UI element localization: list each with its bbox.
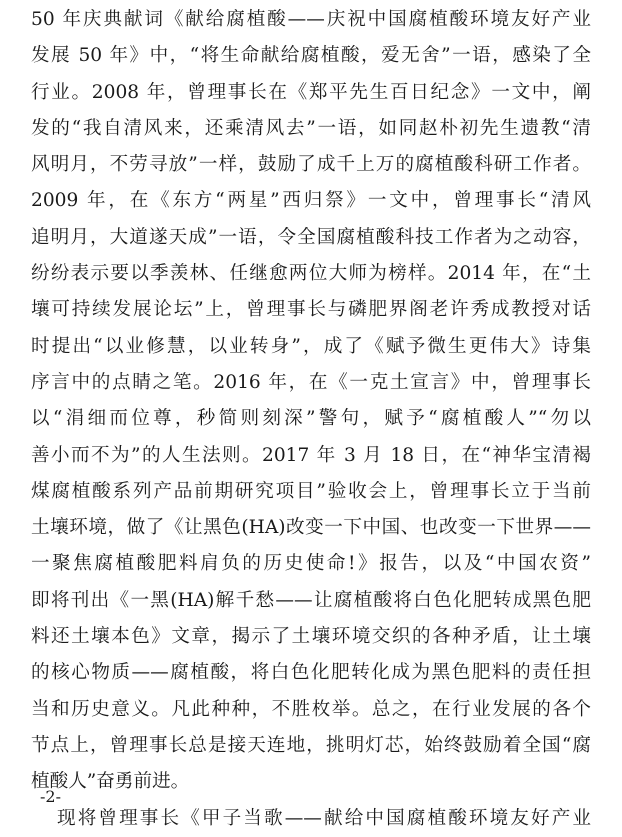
text-line: 风明月，不劳寻放”一样，鼓励了成千上万的腐植酸科研工作者。 xyxy=(31,154,591,176)
text-line: 行业。2008 年，曾理事长在《郑平先生百日纪念》一文中，阐 xyxy=(31,81,591,103)
text-line: 节点上，曾理事长总是接天连地，挑明灯芯，始终鼓励着全国“腐 xyxy=(31,734,591,756)
new-paragraph-line: 现将曾理事长《甲子当歌——献给中国腐植酸环境友好产业 xyxy=(57,807,591,829)
text-line: 纷纷表示要以季羡林、任继愈两位大师为榜样。2014 年，在“土 xyxy=(31,263,591,285)
text-line: 煤腐植酸系列产品前期研究项目”验收会上，曾理事长立于当前 xyxy=(31,480,591,502)
text-line: 善小而不为”的人生法则。2017 年 3 月 18 日，在“神华宝清褐 xyxy=(31,444,591,466)
text-line: 50 年庆典献词《献给腐植酸——庆祝中国腐植酸环境友好产业 xyxy=(31,9,591,30)
text-line: 2009 年，在《东方“两星”西归祭》一文中，曾理事长“清风 xyxy=(31,190,591,212)
paragraph-end-line: 植酸人”奋勇前进。 xyxy=(31,771,190,793)
text-line: 料还土壤本色》文章，揭示了土壤环境交织的各种矛盾，让土壤 xyxy=(31,626,591,648)
text-line: 序言中的点睛之笔。2016 年，在《一克土宣言》中，曾理事长 xyxy=(31,371,591,393)
text-line: 追明月，大道遂天成”一语，令全国腐植酸科技工作者为之动容， xyxy=(31,226,591,248)
page-number: -2- xyxy=(40,787,61,806)
text-line: 的核心物质——腐植酸，将白色化肥转化成为黑色肥料的责任担 xyxy=(31,662,591,684)
text-line: 即将刊出《一黑(HA)解千愁——让腐植酸将白色化肥转成黑色肥 xyxy=(31,589,591,611)
text-line: 时提出“以业修慧，以业转身”，成了《赋予微生更伟大》诗集 xyxy=(31,335,591,357)
body-text xyxy=(31,2,591,837)
text-line: 当和历史意义。凡此种种，不胜枚举。总之，在行业发展的各个 xyxy=(31,698,591,720)
text-line: 土壤环境，做了《让黑色(HA)改变一下中国、也改变一下世界—— xyxy=(31,517,591,539)
text-line: 以“涓细而位尊，秒简则刻深”警句，赋予“腐植酸人”“勿以 xyxy=(31,408,591,430)
text-line: 发的“我自清风来，还乘清风去”一语，如同赵朴初先生遗教“清 xyxy=(31,117,591,139)
text-line: 壤可持续发展论坛”上，曾理事长与磷肥界阁老许秀成教授对话 xyxy=(31,299,591,321)
text-line: 一聚焦腐植酸肥料肩负的历史使命!》报告，以及“中国农资” xyxy=(31,553,591,575)
text-line: 发展 50 年》中，“将生命献给腐植酸，爱无舍”一语，感染了全 xyxy=(31,45,591,67)
